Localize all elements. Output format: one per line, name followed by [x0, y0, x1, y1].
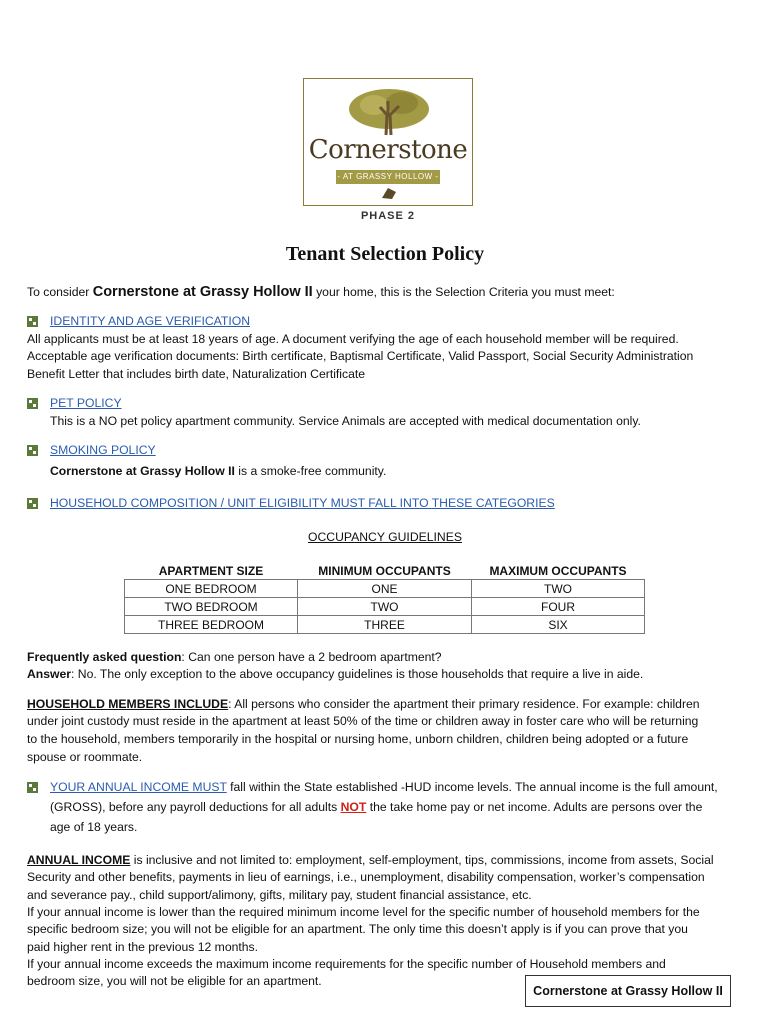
- column-header: MINIMUM OCCUPANTS: [318, 564, 451, 578]
- members-line-2: under joint custody must reside in the apartment at least 50% of the time or children away in foster care who will be returning: [27, 714, 699, 728]
- annual-line-8: bedroom size, you will not be eligible for an apartment.: [27, 974, 322, 988]
- page-title: Tenant Selection Policy: [285, 243, 485, 265]
- income-line-3: age of 18 years.: [50, 820, 138, 834]
- table-cell: TWO: [298, 598, 472, 616]
- faq-answer: Answer: No. The only exception to the above occupancy guidelines is those households that require a live in aide.: [27, 667, 644, 681]
- income-line-2: (GROSS), before any payroll deductions for all adults NOT the take home pay or net income. Adults are persons over the: [50, 800, 703, 814]
- occupancy-heading: OCCUPANCY GUIDELINES: [308, 530, 462, 544]
- members-line-3: to the household, members temporarily in the hospital or nursing home, unborn children, children being adopted or a future: [27, 732, 689, 746]
- column-header: APARTMENT SIZE: [158, 564, 264, 578]
- annual-line-4: If your annual income is lower than the required minimum income level for the specific number of household members for the: [27, 905, 700, 919]
- table-cell: TWO BEDROOM: [125, 598, 298, 616]
- column-header: MAXIMUM OCCUPANTS: [489, 564, 627, 578]
- bullet-icon: [27, 498, 38, 509]
- members-line-1: HOUSEHOLD MEMBERS INCLUDE: All persons who consider the apartment their primary residence. For example: children: [27, 697, 700, 711]
- logo: [303, 78, 473, 206]
- identity-line-1: All applicants must be at least 18 years of age. A document verifying the age of each household member will be required.: [27, 332, 679, 346]
- table-cell: ONE: [298, 580, 472, 598]
- table-header-row: [125, 563, 645, 580]
- pet-heading[interactable]: PET POLICY: [50, 396, 122, 410]
- bullet-icon: [27, 445, 38, 456]
- logo-subtitle: - AT GRASSY HOLLOW -: [336, 170, 440, 184]
- smoking-text: Cornerstone at Grassy Hollow II is a smoke-free community.: [50, 464, 387, 478]
- intro-property-name: Cornerstone at Grassy Hollow II: [92, 284, 313, 300]
- bullet-icon: [27, 782, 38, 793]
- table-row: [125, 616, 645, 634]
- bullet-icon: [27, 316, 38, 327]
- stone-icon: [380, 186, 398, 200]
- table-cell: TWO: [472, 580, 645, 598]
- annual-line-6: paid higher rent in the previous 12 months.: [27, 940, 259, 954]
- annual-line-2: Security and other benefits, payments in lieu of earnings, i.e., unemployment, disability compensation, worker’s compensation: [27, 870, 705, 884]
- table-cell: THREE BEDROOM: [125, 616, 298, 634]
- table-row: [125, 580, 645, 598]
- intro: To consider Cornerstone at Grassy Hollow II your home, this is the Selection Criteria you must meet:: [27, 284, 615, 300]
- occupancy-table: [124, 563, 645, 634]
- annual-line-7: If your annual income exceeds the maximum income requirements for the specific number of Household members and: [27, 957, 666, 971]
- household-heading[interactable]: HOUSEHOLD COMPOSITION / UNIT ELIGIBILITY MUST FALL INTO THESE CATEGORIES: [50, 496, 555, 510]
- tree-icon: [344, 87, 434, 137]
- pet-text: This is a NO pet policy apartment community. Service Animals are accepted with medical documentation only.: [50, 414, 641, 428]
- identity-heading[interactable]: IDENTITY AND AGE VERIFICATION: [50, 314, 250, 328]
- identity-line-2: Acceptable age verification documents: Birth certificate, Baptismal Certificate, Valid Passport, Social Security Administration: [27, 349, 694, 363]
- table-row: [125, 598, 645, 616]
- table-cell: THREE: [298, 616, 472, 634]
- table-cell: ONE BEDROOM: [125, 580, 298, 598]
- not-emphasis: NOT: [340, 800, 367, 814]
- logo-phase: PHASE 2: [360, 210, 416, 222]
- members-line-4: spouse or roommate.: [27, 750, 143, 764]
- income-line-1: YOUR ANNUAL INCOME MUST fall within the State established -HUD income levels. The annual income is the full amount,: [50, 780, 718, 794]
- table-cell: SIX: [472, 616, 645, 634]
- annual-line-5: specific bedroom size; you will not be eligible for an apartment. The only time this doesn’t apply is if you can prove that you: [27, 922, 688, 936]
- table-cell: FOUR: [472, 598, 645, 616]
- logo-title: Cornerstone: [308, 135, 468, 165]
- bullet-icon: [27, 398, 38, 409]
- identity-line-3: Benefit Letter that includes birth date, Naturalization Certificate: [27, 367, 366, 381]
- footer-property-label: Cornerstone at Grassy Hollow II: [525, 975, 731, 1007]
- income-heading[interactable]: YOUR ANNUAL INCOME MUST: [50, 780, 227, 794]
- annual-line-1: ANNUAL INCOME is inclusive and not limited to: employment, self-employment, tips, commissions, income from assets, Social: [27, 853, 714, 867]
- annual-line-3: and severance pay., child support/alimony, gifts, military pay, student financial assistance, etc.: [27, 888, 532, 902]
- smoking-heading[interactable]: SMOKING POLICY: [50, 443, 156, 457]
- faq-question: Frequently asked question: Can one person have a 2 bedroom apartment?: [27, 650, 442, 664]
